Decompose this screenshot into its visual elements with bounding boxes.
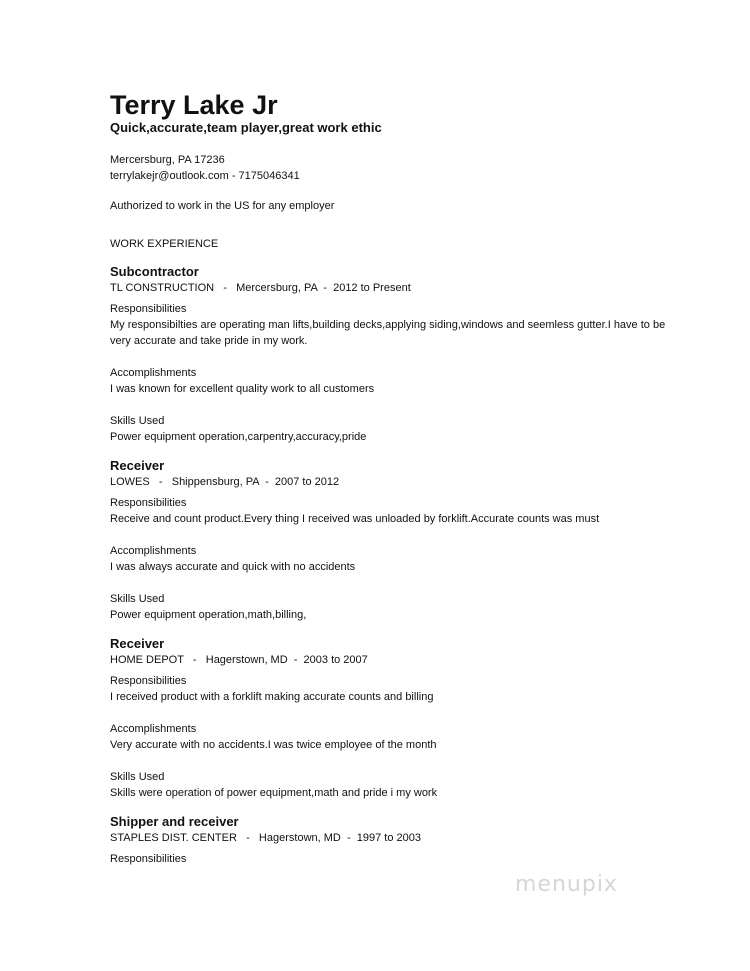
job-entry (110, 264, 670, 445)
accomplishments-text: I was known for excellent quality work to all customers (110, 383, 375, 395)
responsibilities-block (110, 851, 670, 867)
work-authorization: Authorized to work in the US for any employer (110, 200, 335, 212)
job-entry (110, 458, 670, 623)
job-meta: TL CONSTRUCTION - Mercersburg, PA - 2012 to Present (110, 282, 411, 294)
skills-block (110, 591, 670, 623)
responsibilities-block (110, 495, 670, 527)
responsibilities-block (110, 673, 670, 705)
skills-label: Skills Used (110, 593, 165, 605)
responsibilities-text: Receive and count product.Every thing I received was unloaded by forklift.Accurate counts was must (110, 513, 600, 525)
skills-label: Skills Used (110, 415, 165, 427)
responsibilities-label: Responsibilities (110, 497, 187, 509)
job-title: Receiver (110, 636, 165, 651)
job-title: Subcontractor (110, 264, 199, 279)
candidate-tagline: Quick,accurate,team player,great work ethic (110, 120, 382, 135)
candidate-name: Terry Lake Jr (110, 90, 278, 120)
contact-info (110, 152, 670, 184)
accomplishments-label: Accomplishments (110, 367, 197, 379)
job-entry (110, 814, 670, 867)
accomplishments-block (110, 365, 670, 397)
contact-location: Mercersburg, PA 17236 (110, 154, 225, 166)
responsibilities-label: Responsibilities (110, 303, 187, 315)
resume-page (110, 90, 670, 867)
accomplishments-label: Accomplishments (110, 723, 197, 735)
responsibilities-block (110, 301, 670, 349)
skills-text: Power equipment operation,carpentry,accuracy,pride (110, 431, 367, 443)
skills-block (110, 413, 670, 445)
job-meta: STAPLES DIST. CENTER - Hagerstown, MD - 1997 to 2003 (110, 832, 421, 844)
skills-text: Power equipment operation,math,billing, (110, 609, 307, 621)
skills-text: Skills were operation of power equipment,math and pride i my work (110, 787, 438, 799)
section-title-work-experience: WORK EXPERIENCE (110, 238, 219, 250)
responsibilities-text: I received product with a forklift making accurate counts and billing (110, 691, 434, 703)
skills-block (110, 769, 670, 801)
accomplishments-text: I was always accurate and quick with no accidents (110, 561, 356, 573)
job-title: Receiver (110, 458, 165, 473)
responsibilities-label: Responsibilities (110, 675, 187, 687)
job-meta: HOME DEPOT - Hagerstown, MD - 2003 to 2007 (110, 654, 368, 666)
job-entry (110, 636, 670, 801)
accomplishments-block (110, 543, 670, 575)
accomplishments-label: Accomplishments (110, 545, 197, 557)
responsibilities-label: Responsibilities (110, 853, 187, 865)
responsibilities-text: My responsibilties are operating man lifts,building decks,applying siding,windows and seemless gutter.I have to be very accurate and take pride in my work. (110, 319, 666, 347)
accomplishments-block (110, 721, 670, 753)
job-meta: LOWES - Shippensburg, PA - 2007 to 2012 (110, 476, 340, 488)
job-title: Shipper and receiver (110, 814, 239, 829)
skills-label: Skills Used (110, 771, 165, 783)
accomplishments-text: Very accurate with no accidents.I was twice employee of the month (110, 739, 437, 751)
menupix-watermark: menupix (515, 872, 618, 897)
contact-email-phone: terrylakejr@outlook.com - 7175046341 (110, 170, 300, 182)
